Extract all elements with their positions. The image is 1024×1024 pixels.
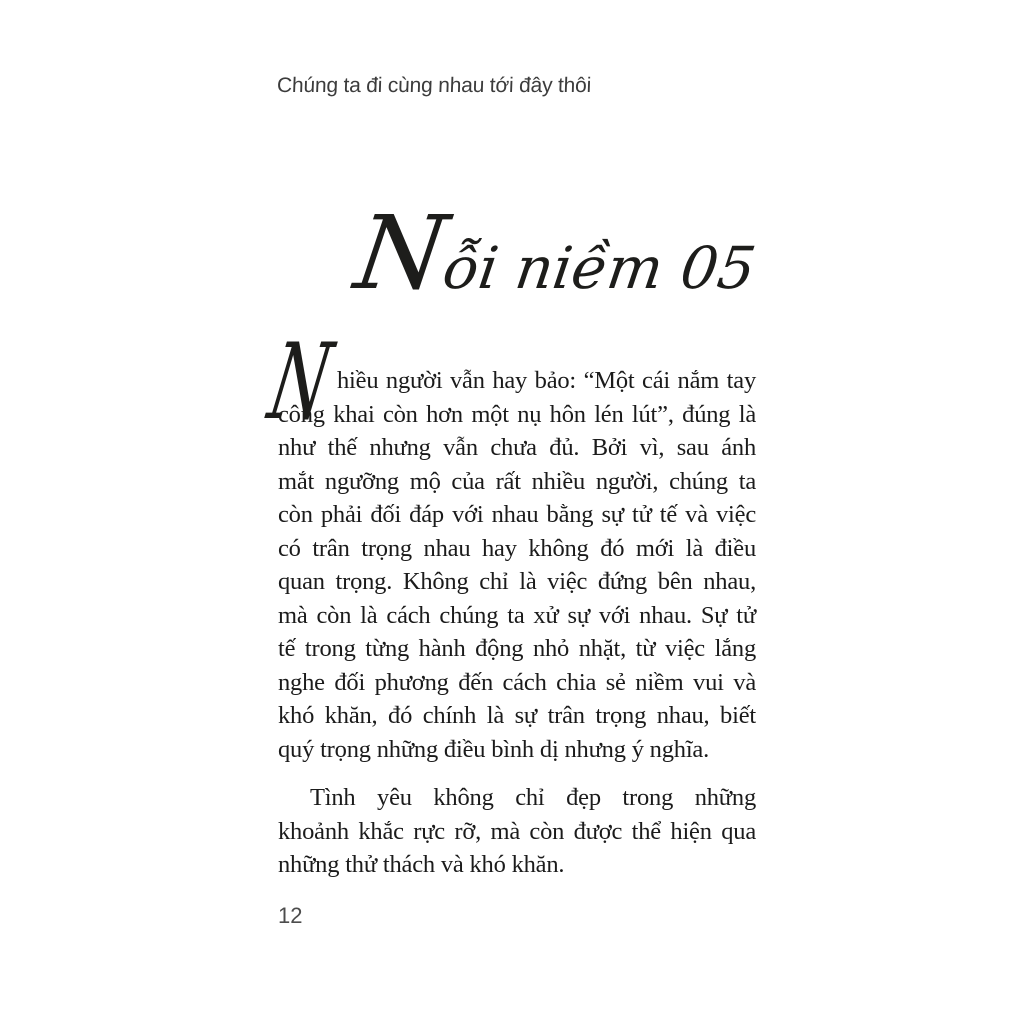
text-line: nghe đối phương đến cách chia sẻ niềm vui và <box>278 668 756 696</box>
text-line: khoảnh khắc rực rỡ, mà còn được thể hiện qua <box>278 817 756 845</box>
text-line: tế trong từng hành động nhỏ nhặt, từ việc lắng <box>278 635 756 662</box>
text-line: như thế nhưng vẫn chưa đủ. Bởi vì, sau ánh <box>278 434 756 461</box>
text-line: quý trọng những điều bình dị nhưng ý nghĩa. <box>278 735 710 763</box>
text-line: Tình yêu không chỉ đẹp trong những <box>310 784 756 811</box>
text-line: công khai còn hơn một nụ hôn lén lút”, đúng là <box>278 400 756 428</box>
paragraph-1 <box>278 364 756 766</box>
page-number: 12 <box>278 903 303 928</box>
text-line: còn phải đối đáp với nhau bằng sự tử tế và việc <box>278 501 756 528</box>
text-line: quan trọng. Không chỉ là việc đứng bên nhau, <box>278 568 756 595</box>
chapter-title: Nỗi niềm 05 <box>348 194 760 312</box>
drop-cap-letter: N <box>261 321 340 443</box>
text-line: có trân trọng nhau hay không đó mới là điều <box>278 534 756 562</box>
text-line: những thử thách và khó khăn. <box>278 851 565 878</box>
text-line: khó khăn, đó chính là sự trân trọng nhau, biết <box>278 702 756 729</box>
text-line: hiều người vẫn hay bảo: “Một cái nắm tay <box>337 367 756 394</box>
text-line: mà còn là cách chúng ta xử sự với nhau. Sự tử <box>278 601 756 629</box>
paragraph-2 <box>278 781 756 882</box>
running-header: Chúng ta đi cùng nhau tới đây thôi <box>276 74 592 97</box>
text-line: mắt ngưỡng mộ của rất nhiều người, chúng ta <box>278 467 756 495</box>
body-text <box>278 364 756 882</box>
